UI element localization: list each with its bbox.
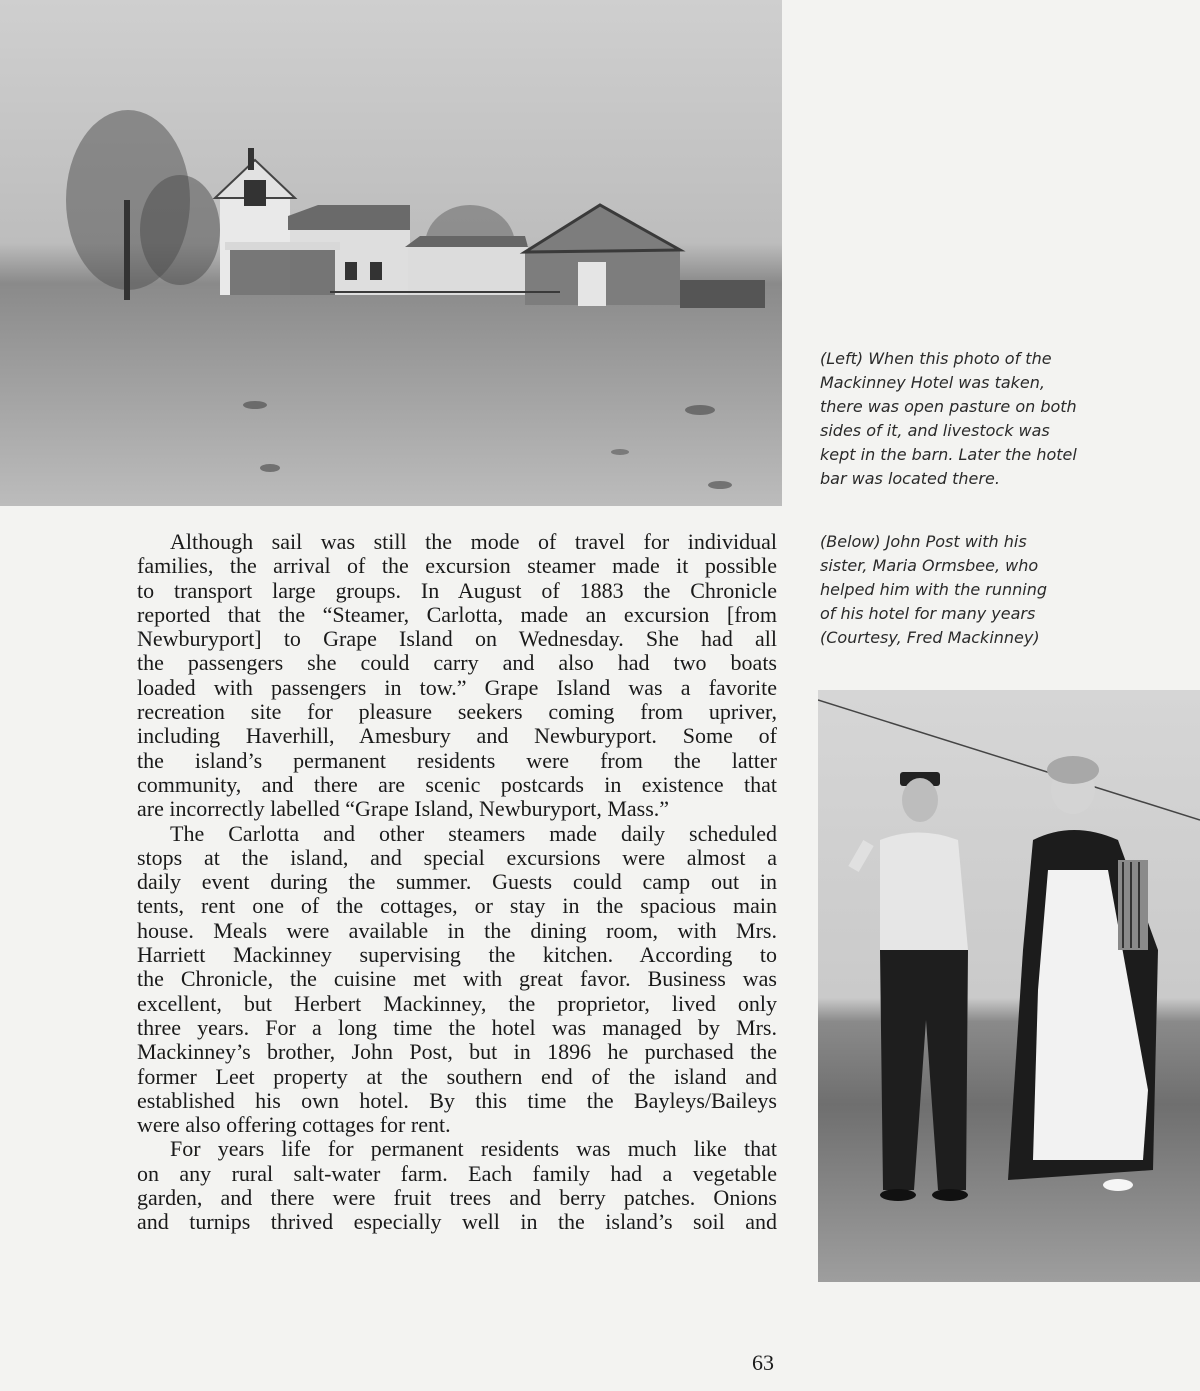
caption-line: (Below) John Post with his — [820, 532, 1027, 551]
text-line: house. Meals were available in the dining room, with Mrs. — [137, 917, 777, 943]
hotel-photo-drawing — [0, 0, 782, 506]
people-photo-drawing — [818, 690, 1200, 1282]
caption-hotel-photo — [820, 347, 1190, 491]
caption-people-photo — [820, 530, 1190, 650]
caption-line: there was open pasture on both — [820, 397, 1077, 416]
text-line: to transport large groups. In August of 1883 the Chronicle — [137, 577, 777, 603]
people-photo — [818, 690, 1200, 1282]
text-line: including Haverhill, Amesbury and Newburyport. Some of — [137, 723, 777, 749]
text-line: garden, and there were fruit trees and berry patches. Onions — [137, 1185, 777, 1211]
caption-line: (Left) When this photo of the — [820, 349, 1052, 368]
caption-line: sides of it, and livestock was — [820, 421, 1050, 440]
caption-line: sister, Maria Ormsbee, who — [820, 556, 1039, 575]
text-line: are incorrectly labelled “Grape Island, Newburyport, Mass.” — [137, 796, 670, 822]
text-line: excellent, but Herbert Mackinney, the proprietor, lived only — [137, 990, 777, 1016]
caption-line: (Courtesy, Fred Mackinney) — [820, 628, 1040, 647]
text-line: Harriett Mackinney supervising the kitchen. According to — [137, 942, 777, 968]
text-line: reported that the “Steamer, Carlotta, made an excursion [from — [137, 601, 777, 627]
caption-line: helped him with the running — [820, 580, 1048, 599]
text-line: Newburyport] to Grape Island on Wednesday. She had all — [137, 626, 777, 652]
caption-line: of his hotel for many years — [820, 604, 1036, 623]
text-line: loaded with passengers in tow.” Grape Island was a favorite — [137, 674, 777, 700]
paragraph-1 — [137, 530, 777, 822]
text-line: and turnips thrived especially well in the island’s soil and — [137, 1209, 777, 1235]
text-line: the passengers she could carry and also had two boats — [137, 650, 777, 676]
body-text — [137, 530, 777, 1235]
text-line: the Chronicle, the cuisine met with great favor. Business was — [137, 966, 777, 992]
text-line: Mackinney’s brother, John Post, but in 1896 he purchased the — [137, 1039, 777, 1065]
text-line: former Leet property at the southern end of the island and — [137, 1063, 777, 1089]
text-line: on any rural salt-water farm. Each family had a vegetable — [137, 1160, 777, 1186]
text-line: daily event during the summer. Guests could camp out in — [137, 869, 777, 895]
text-line: recreation site for pleasure seekers coming from upriver, — [137, 699, 777, 725]
caption-line: bar was located there. — [820, 469, 1000, 488]
text-line: community, and there are scenic postcards in existence that — [137, 771, 777, 797]
text-line: Although sail was still the mode of travel for individual — [170, 529, 777, 554]
text-line: The Carlotta and other steamers made daily scheduled — [170, 820, 777, 846]
caption-line: kept in the barn. Later the hotel — [820, 445, 1077, 464]
page-number: 63 — [752, 1350, 774, 1375]
caption-line: Mackinney Hotel was taken, — [820, 373, 1045, 392]
text-line: three years. For a long time the hotel was managed by Mrs. — [137, 1014, 777, 1040]
text-line: stops at the island, and special excursions were almost a — [137, 844, 777, 870]
text-line: tents, rent one of the cottages, or stay in the spacious main — [137, 893, 777, 919]
text-line: families, the arrival of the excursion steamer made it possible — [137, 553, 777, 579]
paragraph-2 — [137, 822, 777, 1138]
hotel-photo — [0, 0, 782, 506]
text-line: the island’s permanent residents were from the latter — [137, 747, 777, 773]
text-line: established his own hotel. By this time the Bayleys/Baileys — [137, 1087, 777, 1113]
paragraph-3 — [137, 1137, 777, 1234]
text-line: were also offering cottages for rent. — [137, 1112, 451, 1138]
text-line: For years life for permanent residents was much like that — [170, 1136, 777, 1162]
